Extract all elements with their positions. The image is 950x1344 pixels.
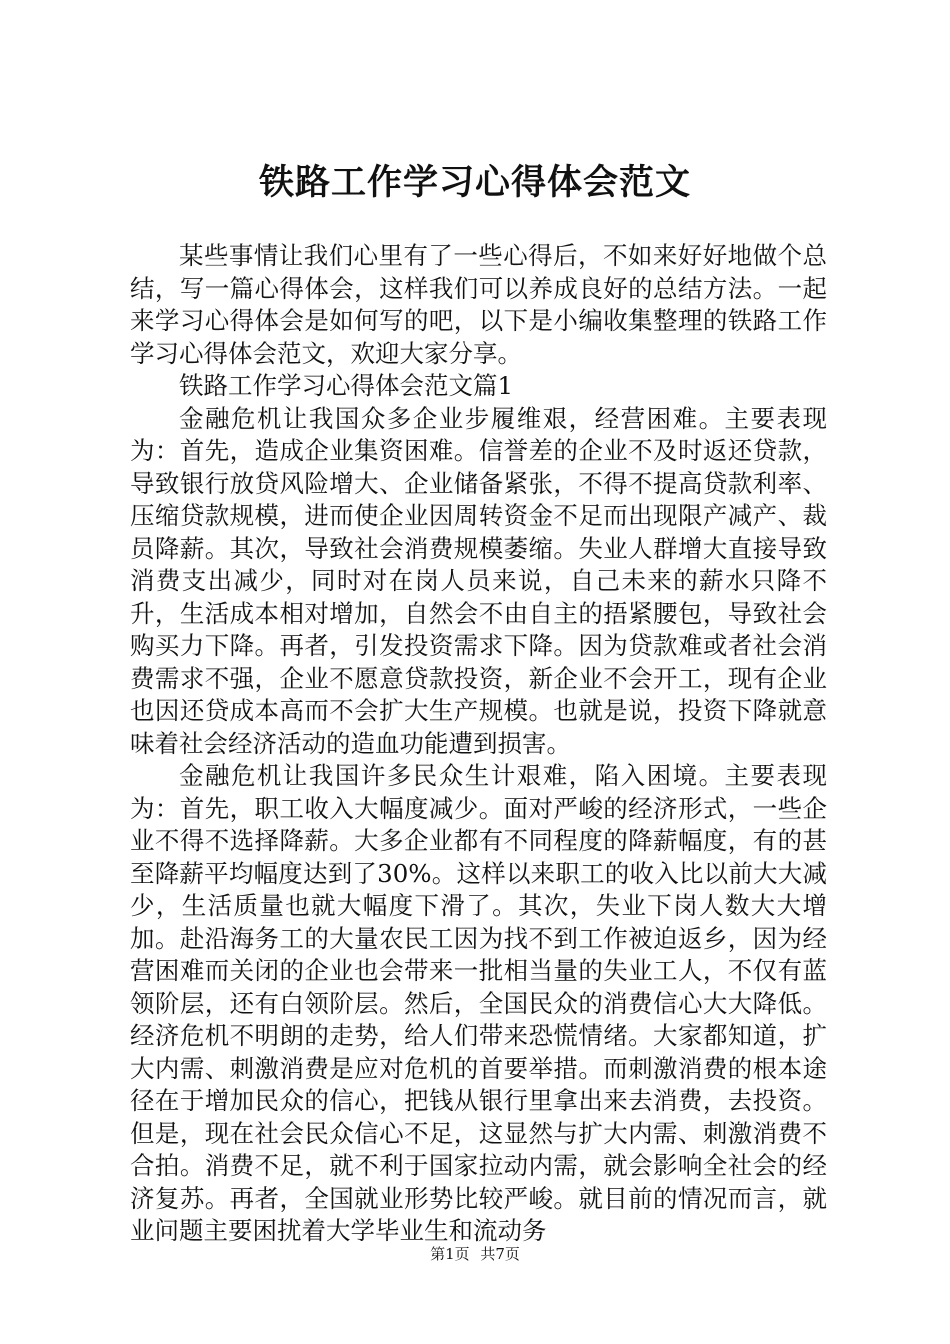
page-number: 第1页 (430, 1245, 470, 1263)
body-paragraph: 金融危机让我国众多企业步履维艰，经营困难。主要表现为：首先，造成企业集资困难。信誉差的企业不及时返还贷款，导致银行放贷风险增大、企业储备紧张，不得不提高贷款利率、压缩贷款规模，进而使企业因周转资金不足而出现限产减产、裁员降薪。其次，导致社会消费规模萎缩。失业人群增大直接导致消费支出减少，同时对在岗人员来说，自己未来的薪水只降不升，生活成本相对增加，自然会不由自主的捂紧腰包，导致社会购买力下降。再者，引发投资需求下降。因为贷款难或者社会消费需求不强，企业不愿意贷款投资，新企业不会开工，现有企业也因还贷成本高而不会扩大生产规模。也就是说，投资下降就意味着社会经济活动的造血功能遭到损害。 (130, 403, 827, 758)
document-title: 铁路工作学习心得体会范文 (258, 162, 691, 203)
section-heading: 铁路工作学习心得体会范文篇1 (179, 371, 514, 400)
intro-paragraph: 某些事情让我们心里有了一些心得后，不如来好好地做个总结，写一篇心得体会，这样我们可以养成良好的总结方法。一起来学习心得体会是如何写的吧，以下是小编收集整理的铁路工作学习心得体会范文，欢迎大家分享。 (130, 241, 827, 368)
document-body (130, 240, 827, 1248)
page-footer (0, 1244, 950, 1264)
page-total: 共7页 (480, 1245, 520, 1263)
body-paragraph: 金融危机让我国许多民众生计艰难，陷入困境。主要表现为：首先，职工收入大幅度减少。面对严峻的经济形式，一些企业不得不选择降薪。大多企业都有不同程度的降薪幅度，有的甚至降薪平均幅度达到了30%。这样以来职工的收入比以前大大减少，生活质量也就大幅度下滑了。其次，失业下岗人数大大增加。赴沿海务工的大量农民工因为找不到工作被迫返乡，因为经营困难而关闭的企业也会带来一批相当量的失业工人，不仅有蓝领阶层，还有白领阶层。然后，全国民众的消费信心大大降低。经济危机不明朗的走势，给人们带来恐慌情绪。大家都知道，扩大内需、刺激消费是应对危机的首要举措。而刺激消费的根本途径在于增加民众的信心，把钱从银行里拿出来去消费，去投资。但是，现在社会民众信心不足，这显然与扩大内需、刺激消费不合拍。消费不足，就不利于国家拉动内需，就会影响全社会的经济复苏。再者，全国就业形势比较严峻。就目前的情况而言，就业问题主要困扰着大学毕业生和流动务 (130, 761, 827, 1245)
